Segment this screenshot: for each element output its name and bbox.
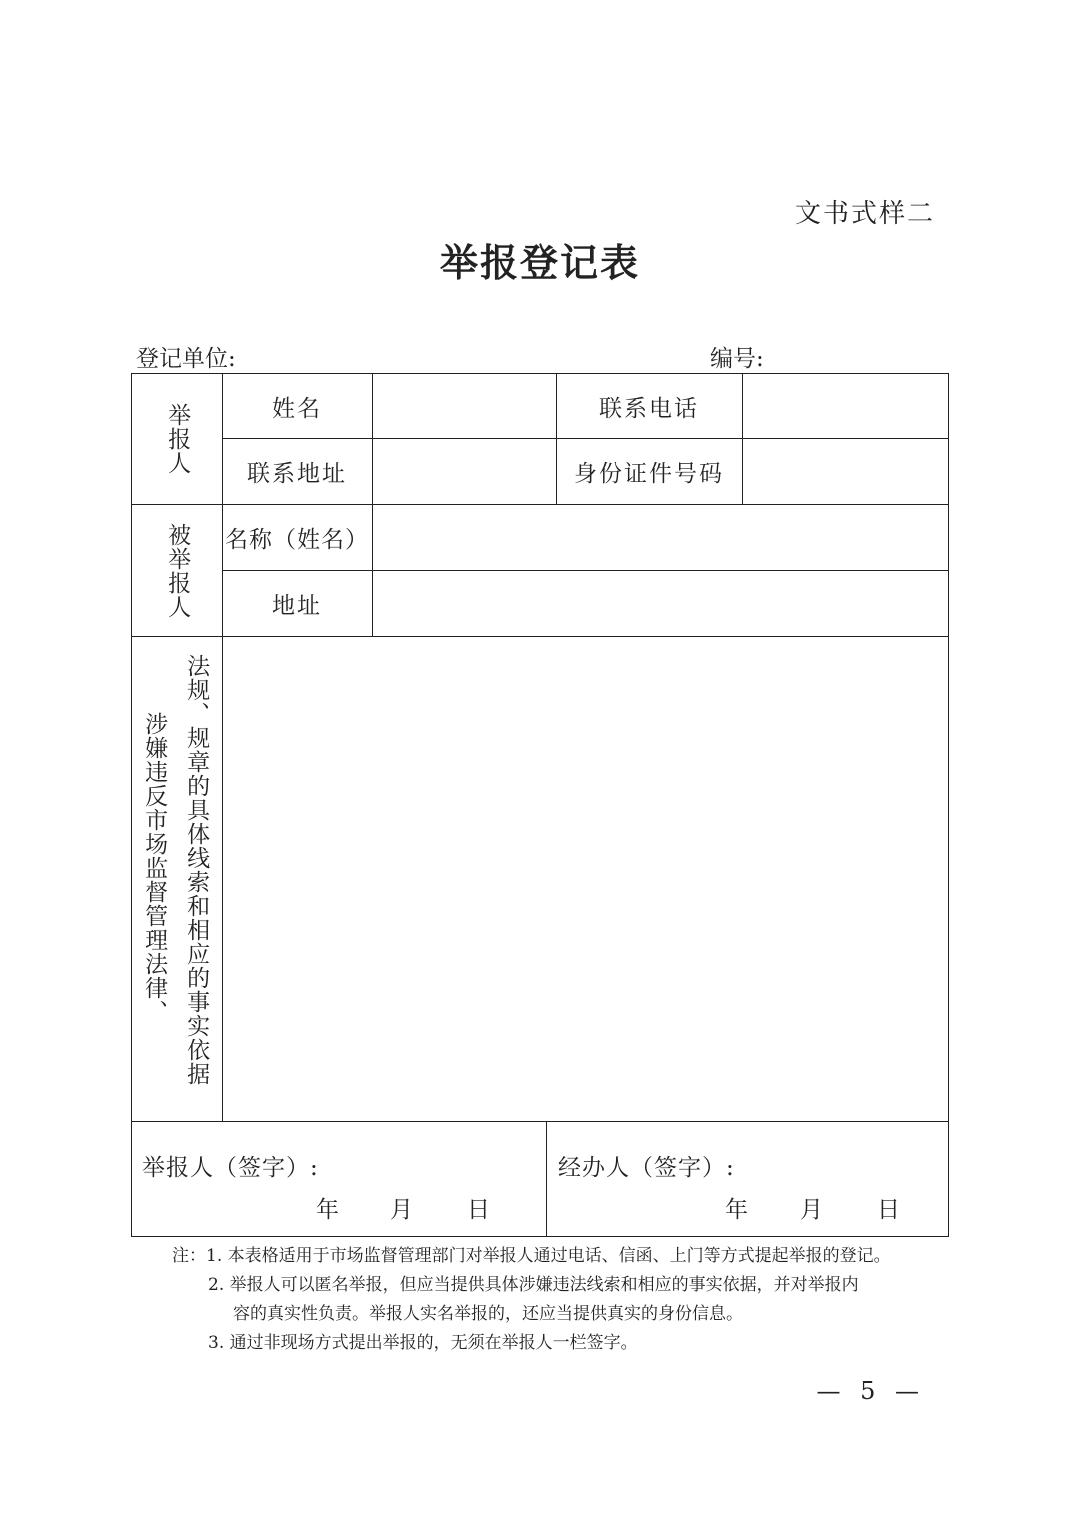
reporter-id-label: 身份证件号码	[574, 461, 724, 487]
page-title: 举报登记表	[439, 240, 640, 285]
reporter-date-year: 年	[316, 1197, 340, 1223]
note-text: 本表格适用于市场监督管理部门对举报人通过电话、信函、上门等方式提起举报的登记。	[227, 1246, 891, 1266]
reporter-group-label: 举报人	[164, 403, 191, 475]
handler-date-day: 日	[877, 1197, 901, 1223]
reporter-date-month: 月	[390, 1197, 414, 1223]
reported-address-field[interactable]	[372, 571, 948, 636]
serial-number-label: 编号:	[710, 346, 764, 372]
reporter-name-field[interactable]	[372, 374, 556, 438]
note-number: 1.	[206, 1246, 223, 1266]
reported-name-label: 名称（姓名）	[225, 527, 369, 553]
reporter-name-label: 姓名	[272, 395, 322, 422]
note-text-continued: 容的真实性负责。举报人实名举报的，还应当提供真实的身份信息。	[233, 1304, 743, 1324]
note-text: 通过非现场方式提出举报的，无须在举报人一栏签字。	[229, 1333, 638, 1353]
reporter-phone-label: 联系电话	[599, 395, 699, 422]
document-type-label: 文书式样二	[794, 199, 935, 229]
handler-date-month: 月	[800, 1197, 824, 1223]
note-text: 举报人可以匿名举报，但应当提供具体涉嫌违法线索和相应的事实依据，并对举报内	[229, 1275, 859, 1295]
reporter-phone-field[interactable]	[742, 374, 948, 438]
reporter-date-day: 日	[467, 1197, 491, 1223]
reported-party-group-label: 被举报人	[164, 522, 191, 619]
reporter-address-field[interactable]	[372, 439, 556, 504]
reported-address-label: 地址	[272, 593, 322, 619]
handler-date-year: 年	[725, 1197, 749, 1223]
handler-signature-label: 经办人（签字）:	[558, 1155, 735, 1181]
note-number: 3.	[208, 1333, 225, 1353]
notes-section	[172, 1242, 891, 1358]
clue-label-line-1: 涉嫌违反市场监督管理法律、	[141, 712, 168, 1024]
note-number: 2.	[208, 1275, 225, 1295]
report-registration-form	[131, 373, 949, 1237]
reporter-signature-label: 举报人（签字）:	[142, 1155, 319, 1181]
registration-unit-label: 登记单位:	[136, 346, 236, 372]
notes-prefix: 注：	[172, 1246, 206, 1266]
reporter-id-field[interactable]	[742, 439, 948, 504]
clue-label-line-2: 法规、规章的具体线索和相应的事实依据	[183, 654, 210, 1086]
reporter-address-label: 联系地址	[247, 461, 347, 487]
clue-content-field[interactable]	[223, 637, 948, 1121]
page-number: — 5 —	[816, 1377, 925, 1405]
reported-name-field[interactable]	[372, 505, 948, 570]
